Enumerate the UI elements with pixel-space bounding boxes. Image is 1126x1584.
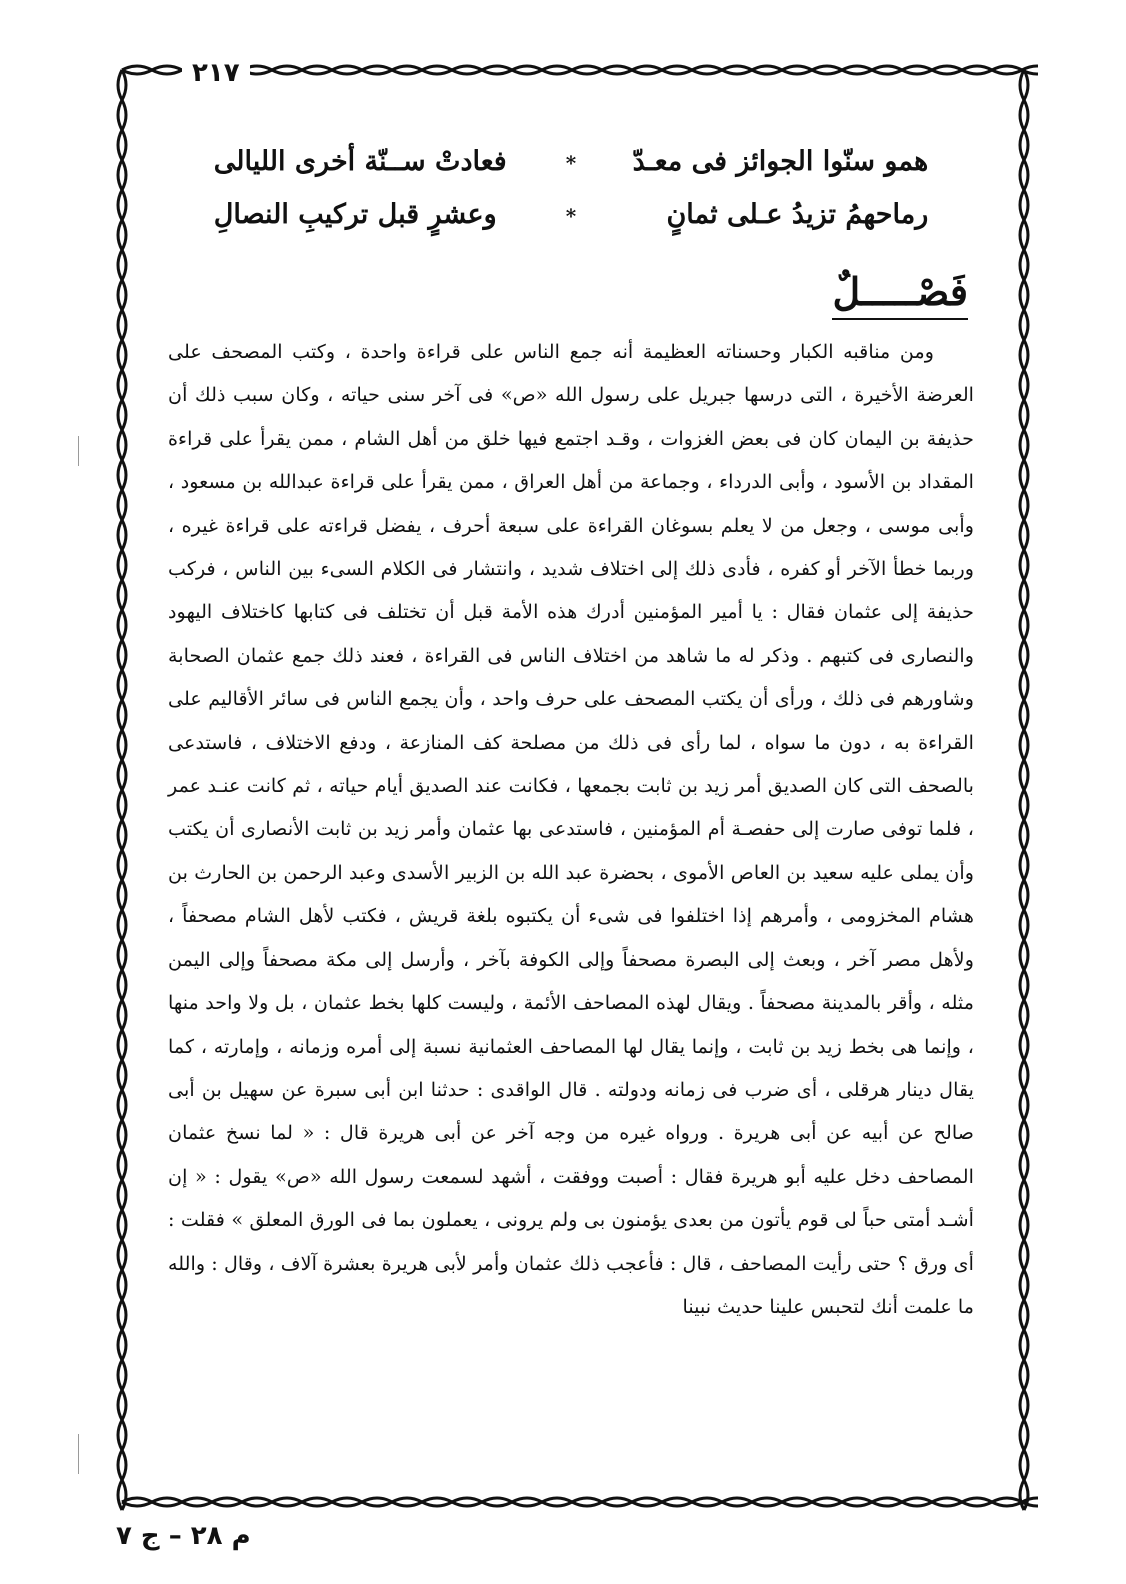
section-heading: فَصْـــــلٌ — [832, 268, 968, 320]
poem — [168, 128, 974, 242]
verse-hemistich-second: وعشرٍ قبل تركيبِ النصالِ — [213, 199, 497, 230]
page-content — [168, 128, 974, 1328]
verse-hemistich-second: فعادتْ ســنّة أخرى الليالى — [213, 146, 507, 177]
verse-line — [168, 189, 974, 242]
verse-hemistich-first: همو سنّوا الجوائز فى معـدّ — [632, 146, 929, 177]
margin-mark — [78, 1434, 79, 1474]
verse-separator: * — [565, 151, 577, 175]
body-paragraph: ومن مناقبه الكبار وحسناته العظيمة أنه جمع الناس على قراءة واحدة ، وكتب المصحف على العرضة الأخيرة ، التى درسها جبريل على رسول الله «ص» فى آخر سنى حياته ، وكان سبب ذلك أن حذيفة بن اليمان كان فى بعض الغزوات ، وقـد اجتمع فيها خلق من أهل الشام ، ممن يقرأ على قراءة المقداد بن الأسود ، وأبى الدرداء ، وجماعة من أهل العراق ، ممن يقرأ على قراءة عبدالله بن مسعود ، وأبى موسى ، وجعل من لا يعلم بسوغان القراءة على سبعة أحرف ، يفضل قراءته على قراءة غيره ، وربما خطأ الآخر أو كفره ، فأدى ذلك إلى اختلاف شديد ، وانتشار فى الكلام السىء بين الناس ، فركب حذيفة إلى عثمان فقال : يا أمير المؤمنين أدرك هذه الأمة قبل أن تختلف فى كتابها كاختلاف اليهود والنصارى فى كتبهم . وذكر له ما شاهد من اختلاف الناس فى القراءة ، فعند ذلك جمع عثمان الصحابة وشاورهم فى ذلك ، ورأى أن يكتب المصحف على حرف واحد ، وأن يجمع الناس فى سائر الأقاليم على القراءة به ، دون ما سواه ، لما رأى فى ذلك من مصلحة كف المنازعة ، ودفع الاختلاف ، فاستدعى بالصحف التى كان الصديق أمر زيد بن ثابت بجمعها ، فكانت عند الصديق أيام حياته ، ثم كانت عنـد عمر ، فلما توفى صارت إلى حفصـة أم المؤمنين ، فاستدعى بها عثمان وأمر زيد بن ثابت الأنصارى أن يكتب وأن يملى عليه سعيد بن العاص الأموى ، بحضرة عبد الله بن الزبير الأسدى وعبد الرحمن بن الحارث بن هشام المخزومى ، وأمرهم إذا اختلفوا فى شىء أن يكتبوه بلغة قريش ، فكتب لأهل الشام مصحفاً ، ولأهل مصر آخر ، وبعث إلى البصرة مصحفاً وإلى الكوفة بآخر ، وأرسل إلى مكة مصحفاً وإلى اليمن مثله ، وأقر بالمدينة مصحفاً . ويقال لهذه المصاحف الأئمة ، وليست كلها بخط عثمان ، بل ولا واحد منها ، وإنما هى بخط زيد بن ثابت ، وإنما يقال لها المصاحف العثمانية نسبة إلى أمره وزمانه ، وإمارته ، كما يقال دينار هرقلى ، أى ضرب فى زمانه ودولته . قال الواقدى : حدثنا ابن أبى سبرة عن سهيل بن أبى صالح عن أبيه عن أبى هريرة . ورواه غيره من وجه آخر عن أبى هريرة قال : « لما نسخ عثمان المصاحف دخل عليه أبو هريرة فقال : أصبت ووفقت ، أشهد لسمعت رسول الله «ص» يقول : « إن أشـد أمتى حباً لى قوم يأتون من بعدى يؤمنون بى ولم يرونى ، يعملون بما فى الورق المعلق » فقلت : أى ورق ؟ حتى رأيت المصاحف ، قال : فأعجب ذلك عثمان وأمر لأبى هريرة بعشرة آلاف ، وقال : والله ما علمت أنك لتحبس علينا حديث نبينا — [168, 340, 974, 1318]
verse-hemistich-first: رماحهمُ تزيدُ عـلى ثمانٍ — [666, 199, 929, 230]
printer-signature: م ٢٨ – ج ٧ — [116, 1521, 251, 1551]
body-text — [168, 330, 974, 1328]
margin-mark — [78, 436, 79, 466]
page-number: ٢١٧ — [182, 56, 250, 90]
verse-line — [168, 136, 974, 189]
verse-separator: * — [565, 204, 577, 228]
